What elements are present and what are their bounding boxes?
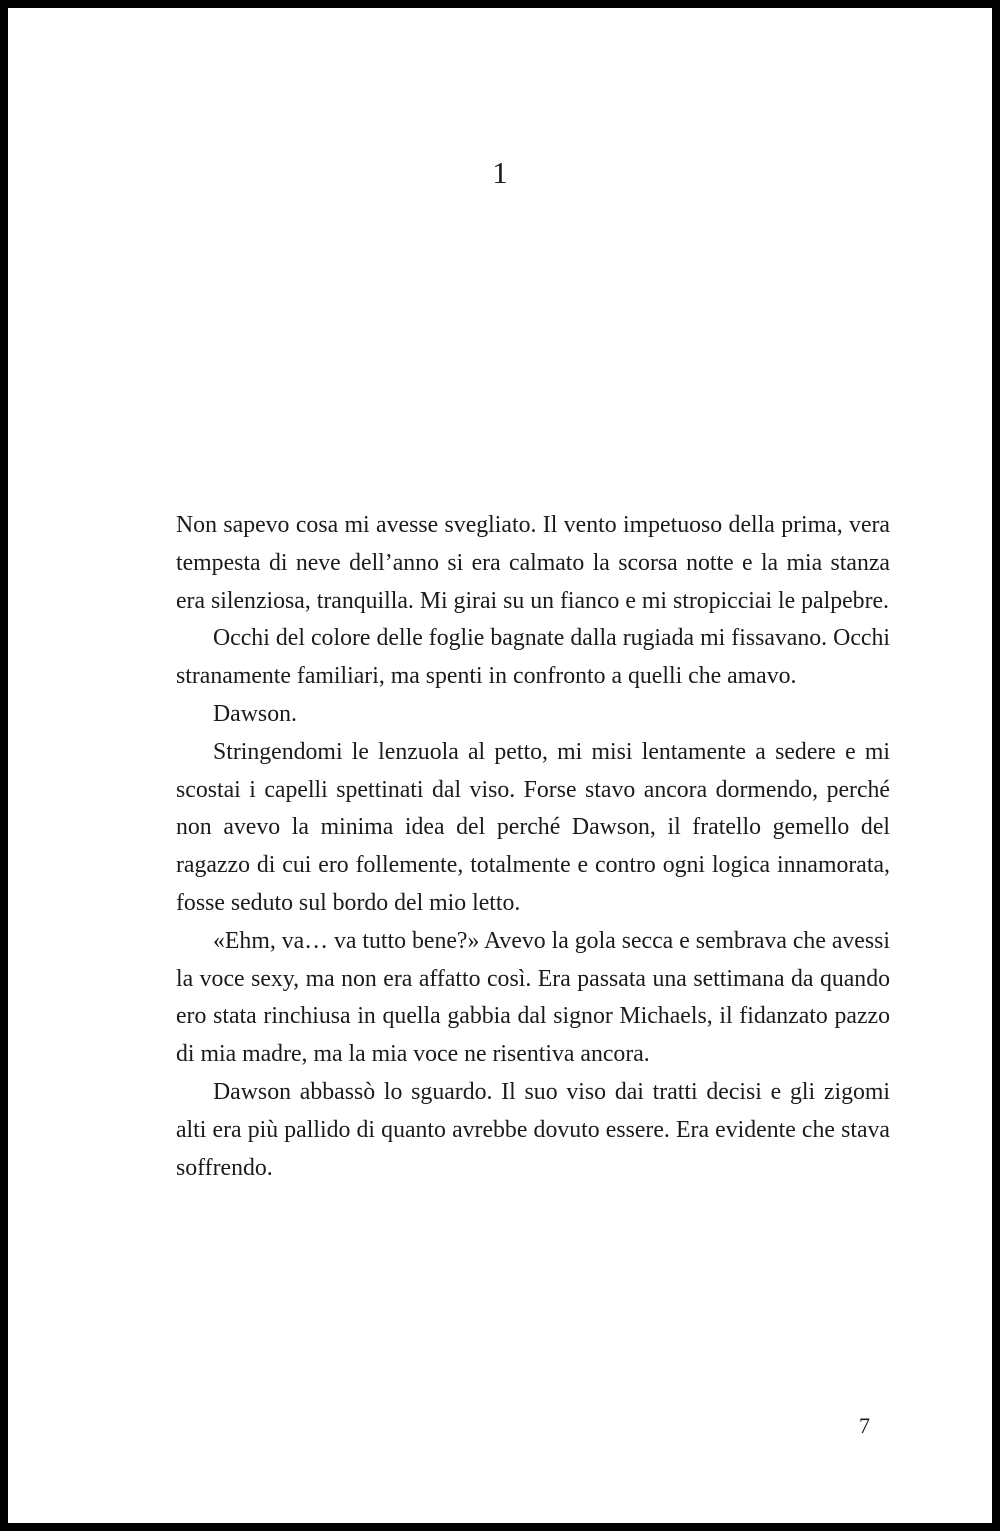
paragraph: Stringendomi le lenzuola al petto, mi misi lentamente a sedere e mi scostai i capelli spettinati dal viso. Forse stavo ancora dormendo, perché non avevo la minima idea del perché Dawson, il fratello gemello del ragazzo di cui ero follemente, totalmente e contro ogni logica innamorata, fosse seduto sul bordo del mio letto. <box>176 738 890 916</box>
paragraph: «Ehm, va… va tutto bene?» Avevo la gola secca e sembrava che avessi la voce sexy, ma non era affatto così. Era passata una settimana da quando ero stata rinchiusa in quella gabbia dal signor Michaels, il fidanzato pazzo di mia madre, ma la mia voce ne risentiva ancora. <box>176 927 890 1068</box>
body-text <box>176 507 890 1187</box>
paragraph: Dawson abbassò lo sguardo. Il suo viso dai tratti decisi e gli zigomi alti era più pallido di quanto avrebbe dovuto essere. Era evidente che stava soffrendo. <box>176 1078 890 1181</box>
page-number: 7 <box>859 1413 870 1438</box>
paragraph: Occhi del colore delle foglie bagnate dalla rugiada mi fissavano. Occhi stranamente familiari, ma spenti in confronto a quelli che amavo. <box>176 625 890 690</box>
chapter-number: 1 <box>492 155 508 190</box>
paragraph: Dawson. <box>213 700 297 727</box>
paragraph: Non sapevo cosa mi avesse svegliato. Il vento impetuoso della prima, vera tempesta di neve dell’anno si era calmato la scorsa notte e la mia stanza era silenziosa, tranquilla. Mi girai su un fianco e mi stropicciai le palpebre. <box>176 512 890 614</box>
